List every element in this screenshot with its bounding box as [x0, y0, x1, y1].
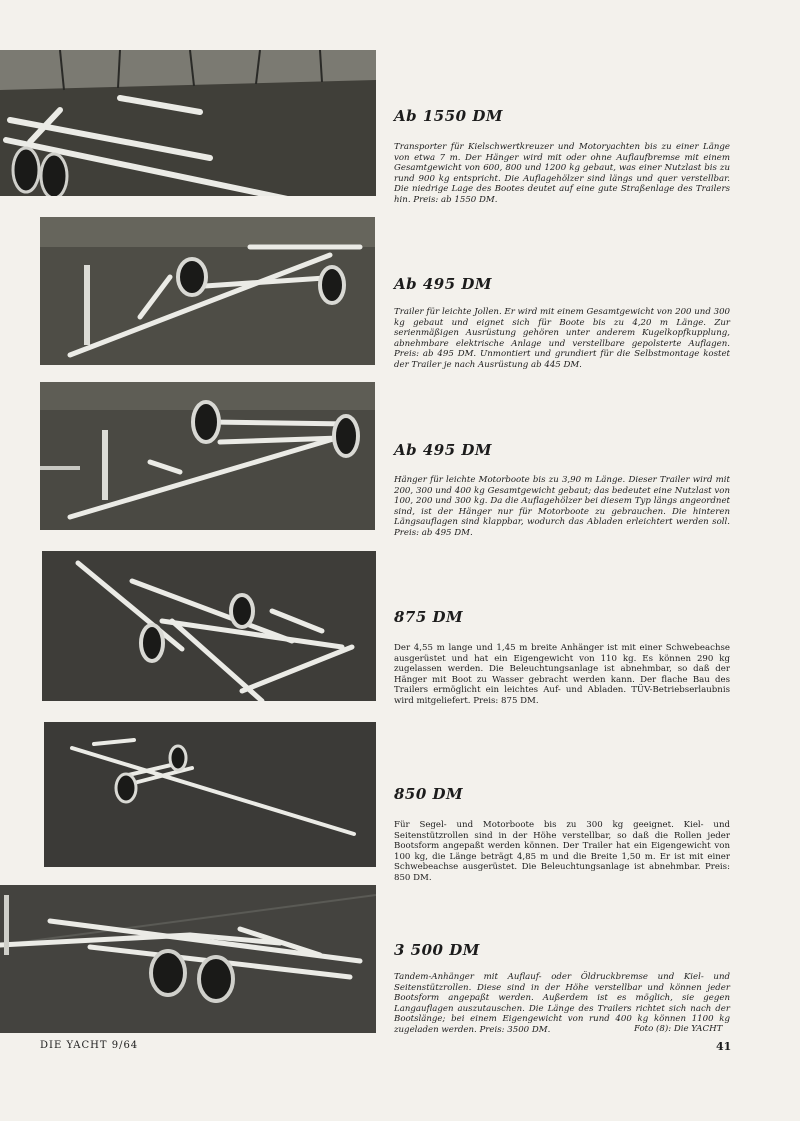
trailer-description: Trailer für leichte Jollen. Er wird mit einem Gesamtgewicht von 200 und 300 kg gebaut und eignet sich für Boote bis zu 4,20 m Länge. Zur serienmäßigen Ausrüstung gehören unter anderem Kugelkopfkupplung, abnehmbare elektrische Anlage und verstellbare gepolsterte Auflagen. Preis: ab 495 DM. Unmontiert und grundiert für die Selbstmontage kostet der Trailer je nach Ausrüstung ab 445 DM.: [394, 307, 730, 370]
trailer-photo-5: [44, 722, 376, 867]
trailer-photo-3: [40, 382, 375, 530]
trailer-description: Transporter für Kielschwertkreuzer und Motoryachten bis zu einer Länge von etwa 7 m. Der Hänger wird mit oder ohne Auflaufbremse mit einem Gesamtgewicht von 600, 800 und 1200 kg gebaut, was einer Nutzlast bis zu rund 900 kg entspricht. Die Auflagehölzer sind längs und quer verstellbar. Die niedrige Lage des Bootes deutet auf eine gute Straßenlage des Trailers hin. Preis: ab 1550 DM.: [394, 142, 730, 205]
magazine-footer: DIE YACHT 9/64: [40, 1040, 139, 1051]
trailer-description: Für Segel- und Motorboote bis zu 300 kg geeignet. Kiel- und Seitenstützrollen sind in der Höhe verstellbar, so daß die Rollen jeder Bootsform angepaßt werden können. Der Trailer hat ein Eigengewicht von 100 kg, die Länge beträgt 4,85 m und die Breite 1,50 m. Er ist mit einer Schwebeachse ausgerüstet. Die Beleuchtungsanlage ist abnehmbar. Preis: 850 DM.: [394, 820, 730, 883]
trailer-photo-1: [0, 50, 376, 196]
trailer-photo-4: [42, 551, 376, 701]
trailer-description: Der 4,55 m lange und 1,45 m breite Anhänger ist mit einer Schwebeachse ausgerüstet und hat ein Eigengewicht von 110 kg. Es können 290 kg zugelassen werden. Die Beleuchtungsanlage ist abnehmbar, so daß der Hänger mit Boot zu Wasser gebracht werden kann. Der flache Bau des Trailers ermöglicht ein leichtes Auf- und Abladen. TÜV-Betriebserlaubnis wird mitgeliefert. Preis: 875 DM.: [394, 643, 730, 706]
price-heading: Ab 1550 DM: [394, 107, 503, 125]
trailer-description: Tandem-Anhänger mit Auflauf- oder Öldruckbremse und Kiel- und Seitenstützrollen. Diese sind in der Höhe verstellbar und können jeder Bootsform angepaßt werden. Außerdem ist es möglich, sie gegen Langauflagen auszutauschen. Die Länge des Trailers richtet sich nach der Bootslänge; bei einem Eigengewicht von rund 400 kg können 1100 kg zugeladen werden. Preis: 3500 DM.: [394, 972, 730, 1035]
page-number: 41: [716, 1040, 732, 1053]
photo-credit: Foto (8): Die YACHT: [634, 1024, 723, 1034]
price-heading: 3 500 DM: [394, 941, 480, 959]
price-heading: Ab 495 DM: [394, 275, 492, 293]
trailer-photo-2: [40, 217, 375, 365]
trailer-photo-6: [0, 885, 376, 1033]
price-heading: Ab 495 DM: [394, 441, 492, 459]
price-heading: 875 DM: [394, 608, 464, 626]
trailer-description: Hänger für leichte Motorboote bis zu 3,90 m Länge. Dieser Trailer wird mit 200, 300 und 400 kg Gesamtgewicht gebaut; das bedeutet eine Nutzlast von 100, 200 und 300 kg. Da die Auflagehölzer bei diesem Typ längs angeordnet sind, ist der Hänger nur für Motorboote zu gebrauchen. Die hinteren Längsauflagen sind klappbar, wodurch das Abladen erleichtert werden soll. Preis: ab 495 DM.: [394, 475, 730, 538]
price-heading: 850 DM: [394, 785, 464, 803]
